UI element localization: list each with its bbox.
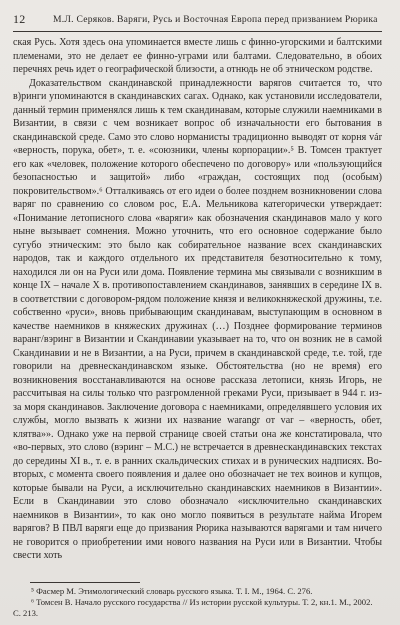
footnote-5: ⁵ Фасмер М. Этимологический словарь русского языка. Т. I. М., 1964. С. 276.: [31, 586, 313, 596]
body-text: [13, 36, 382, 563]
page-header: [13, 11, 382, 32]
footnotes: [13, 586, 382, 620]
paragraph-1: ская Русь. Хотя здесь она упоминается вместе лишь с финно-угорскими и балтскими племенами, это не делает ее финно-уграми или балтами. Следовательно, в обоих перечнях речь идет о географической близости, а отнюдь не об этническом родстве.: [13, 37, 382, 75]
footnote-divider: [30, 582, 140, 583]
page-number: 12: [13, 12, 26, 26]
running-title: М.Л. Серяков. Варяги, Русь и Восточная Европа перед призванием Рюрика: [53, 14, 378, 25]
paragraph-2: Доказательством скандинавской принадлежности варягов считается то, что в)ринги упоминаются в скандинавских сагах. Однако, как установили исследователи, данный термин применялся лишь к тем скандинавам, которые служили наемниками в Византии, в связи с чем возникает вопрос об изначальности его бытования в скандинавской среде. Само это слово норманисты традиционно выводят от корня vár «верность, порука, обет», т. е. «союзники, члены корпорации».⁵ В. Томсен трактует его как «человек, положение которого обеспечено по договору» или «пользующийся безопасностью и защитой» либо «граждан, состоящих под (особым) покровительством».⁶ Отталкиваясь от его идеи о более позднем возникновении слова варяг по сравнению со словом рос, Е.А. Мельникова категорически утверждает: «Понимание летописного слова «варяги» как обозначения скандинавов мало у кого ныне вызывает сомнения. Можно уточнить, что его основное содержание было сугубо этническим: это было как собирательное название всех скандинавских народов, так и каждого отдельного их представителя безотносительно к тому, находился ли он на Руси или дома. Появление термина мы связывали с возникшим в конце IX – начале X в. противопоставлением скандинавов, занявших в середине IX в. в соответствии с договором-рядом положение князя и великокняжеской дружины, т.е. собственно «руси», вновь прибывающим скандинавам, выступающим в основном в качестве наемников в княжеских дружинах (…) Позднее формирование терминов варанг/вэринг в Византии и Скандинавии указывает на то, что он возник не в самой Скандинавии и не в Византии, а на Руси, причем в скандинавской среде, т.е. той, где говорили на древнескандинавском языке. Обстоятельства (но не время) его возникновения восстанавливаются на основе рассказа летописи, князь Игорь, не рассчитывая на силы только что разгромленной греками Руси, призывает в 944 г. из-за моря скандинавов. Заключение договора с наемниками, определявшего условия их службы, могло вызвать к жизни их название warangr от var – «верность, обет, клятва»». Однако уже на первой странице своей статьи она же констатировала, что «во-первых, это слово (вэринг – М.С.) не встречается в древнескандинавских текстах до середины XI в., т. е. в ранних скальдических стихах и в рунических надписях. Во-вторых, с момента своего появления и далее оно обозначает не тех воинов и купцов, которые бывали на Руси, а исключительно скандинавских наемников в Византии». Если в Скандинавии это слово обозначало «исключительно скандинавских наемников в Византии», то как оно могло появиться в результате найма Игорем варягов? В ПВЛ варяги еще до призвания Рюрика называются варягами и там ничего не говорится о приобретении ими нового названия на Руси или в Византии. Чтобы свести хоть: [13, 77, 382, 561]
footnote-6: ⁶ Томсен В. Начало русского государства // Из истории русской культуры. Т. 2, кн.1. М., 2002. С. 213.: [13, 597, 373, 619]
